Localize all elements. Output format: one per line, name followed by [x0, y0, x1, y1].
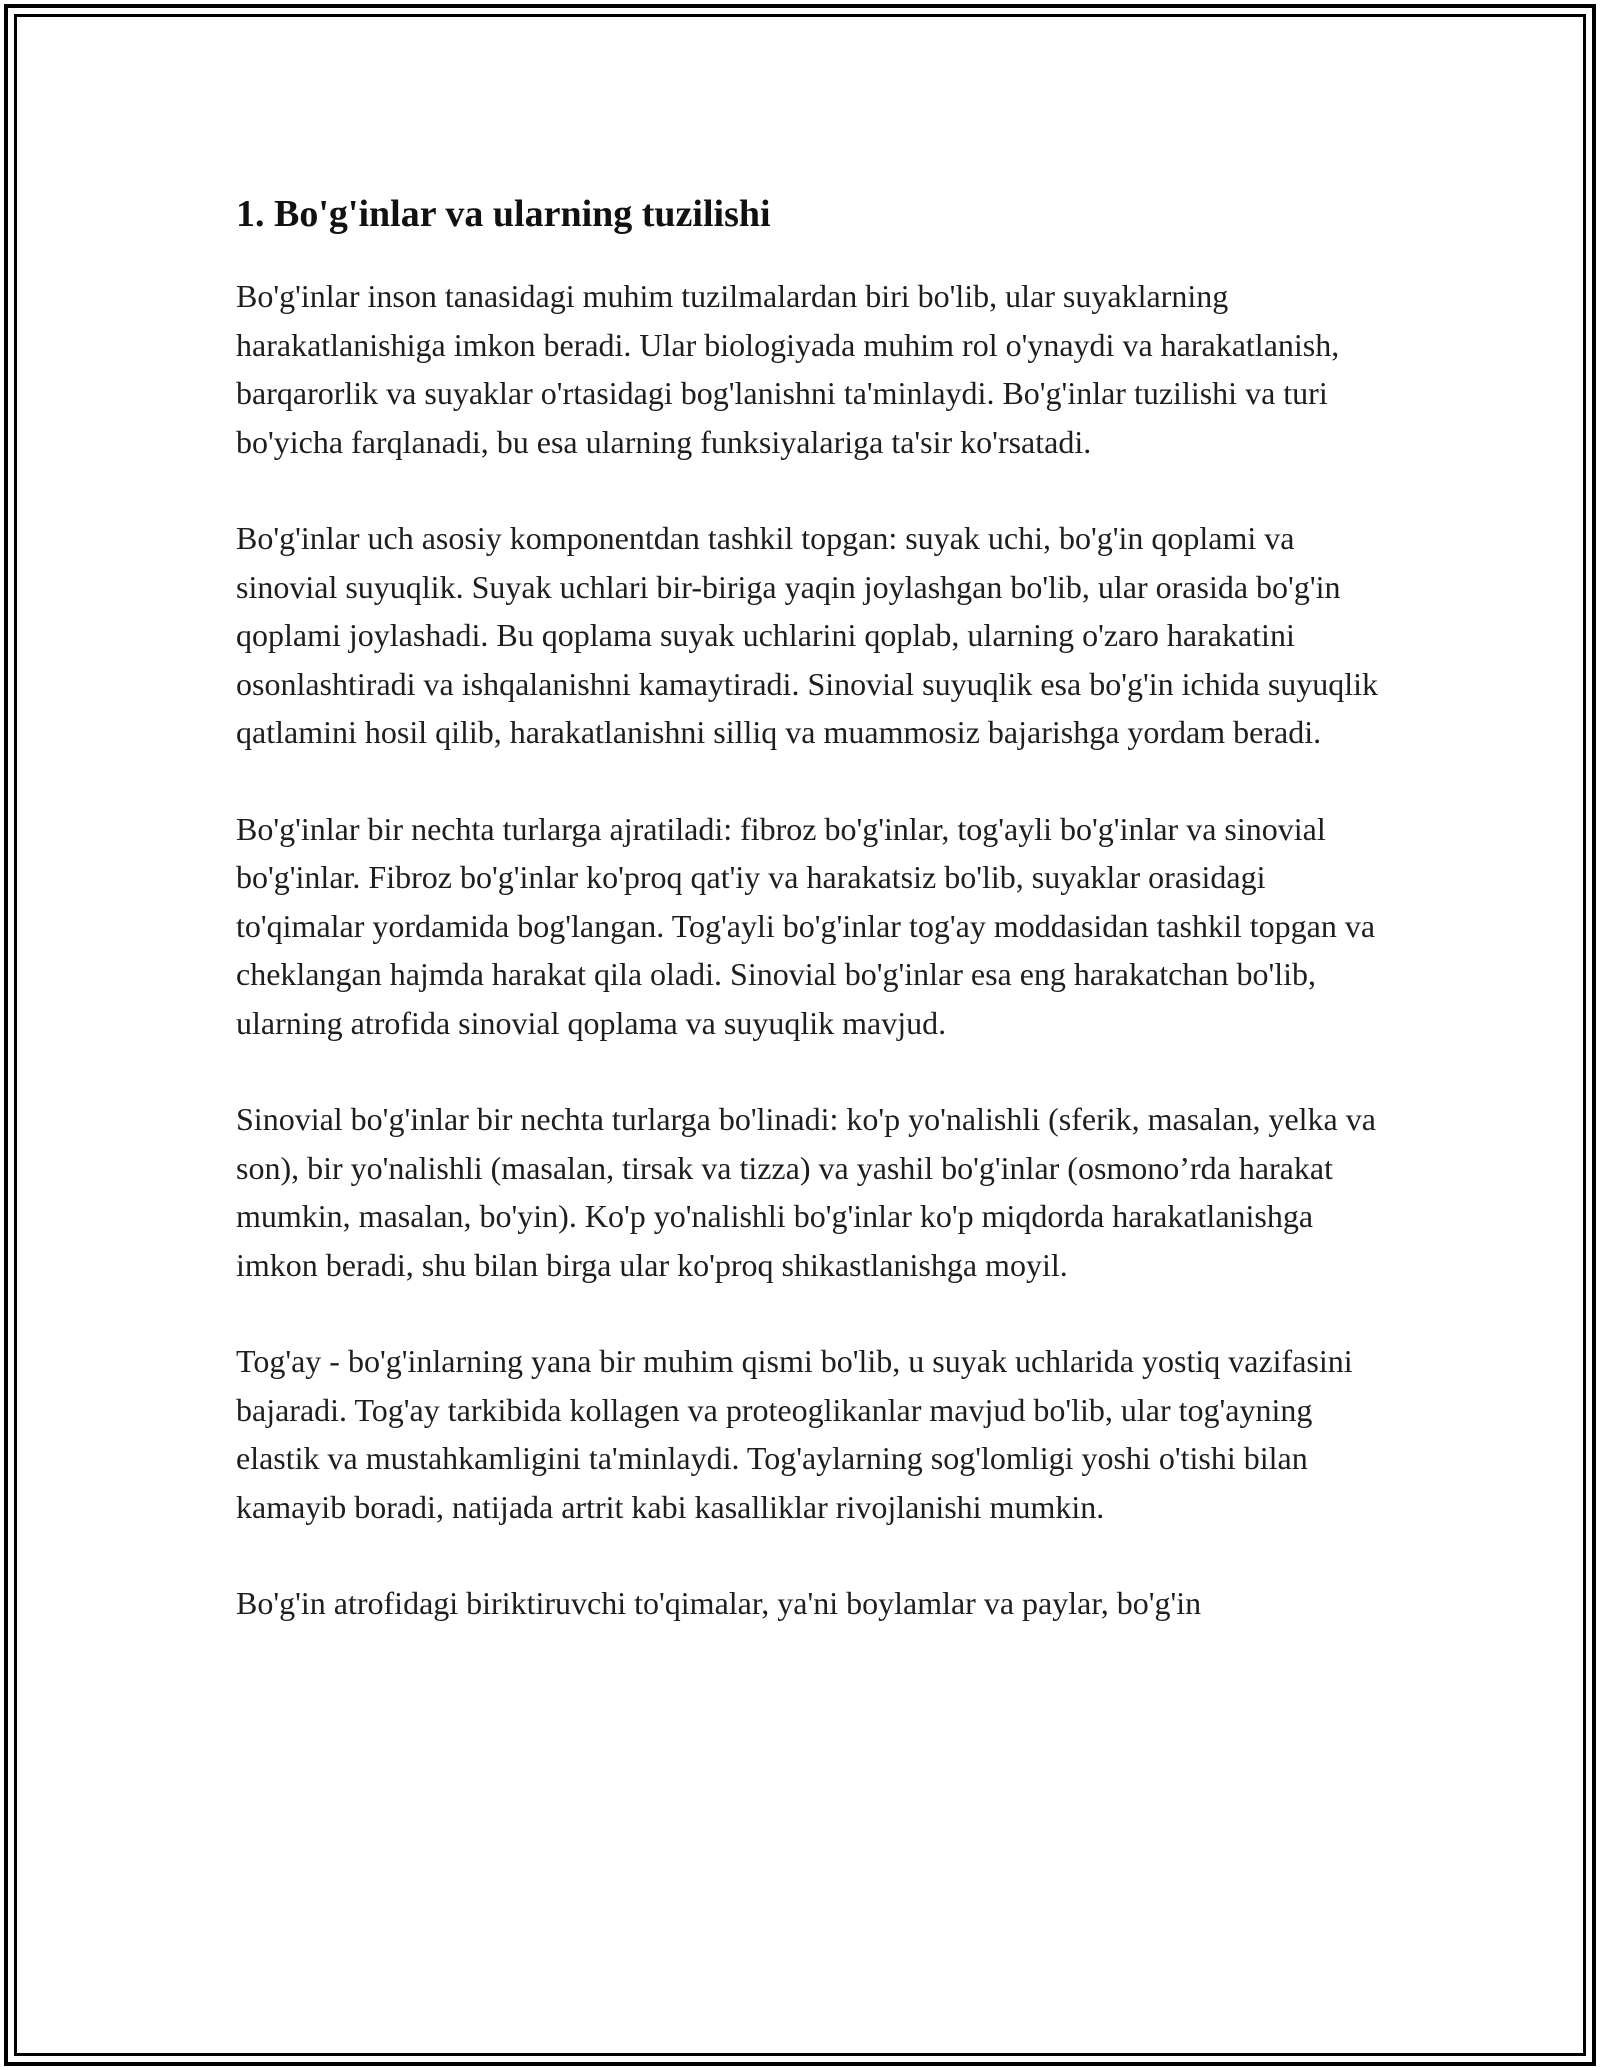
document-body	[236, 190, 1386, 1676]
paragraph-5: Tog'ay - bo'g'inlarning yana bir muhim qismi bo'lib, u suyak uchlarida yostiq vazifasini bajaradi. Tog'ay tarkibida kollagen va proteoglikanlar mavjud bo'lib, ular tog'ayning elastik va mustahkamligini ta'minlaydi. Tog'aylarning sog'lomligi yoshi o'tishi bilan kamayib boradi, natijada artrit kabi kasalliklar rivojlanishi mumkin.	[236, 1343, 1353, 1525]
section-heading: 1. Bo'g'inlar va ularning tuzilishi	[236, 193, 771, 235]
paragraph-4: Sinovial bo'g'inlar bir nechta turlarga bo'linadi: ko'p yo'nalishli (sferik, masalan, yelka va son), bir yo'nalishli (masalan, tirsak va tizza) va yashil bo'g'inlar (osmono’rda harakat mumkin, masalan, bo'yin). Ko'p yo'nalishli bo'g'inlar ko'p miqdorda harakatlanishga imkon beradi, shu bilan birga ular ko'proq shikastlanishga moyil.	[236, 1101, 1376, 1283]
paragraph-2: Bo'g'inlar uch asosiy komponentdan tashkil topgan: suyak uchi, bo'g'in qoplami va sinovial suyuqlik. Suyak uchlari bir-biriga yaqin joylashgan bo'lib, ular orasida bo'g'in qoplami joylashadi. Bu qoplama suyak uchlarini qoplab, ularning o'zaro harakatini osonlashtiradi va ishqalanishni kamaytiradi. Sinovial suyuqlik esa bo'g'in ichida suyuqlik qatlamini hosil qilib, harakatlanishni silliq va muammosiz bajarishga yordam beradi.	[236, 520, 1379, 750]
paragraph-3: Bo'g'inlar bir nechta turlarga ajratiladi: fibroz bo'g'inlar, tog'ayli bo'g'inlar va sinovial bo'g'inlar. Fibroz bo'g'inlar ko'proq qat'iy va harakatsiz bo'lib, suyaklar orasidagi to'qimalar yordamida bog'langan. Tog'ayli bo'g'inlar tog'ay moddasidan tashkil topgan va cheklangan hajmda harakat qila oladi. Sinovial bo'g'inlar esa eng harakatchan bo'lib, ularning atrofida sinovial qoplama va suyuqlik mavjud.	[236, 810, 1376, 1041]
paragraph-6: Bo'g'in atrofidagi biriktiruvchi to'qimalar, ya'ni boylamlar va paylar, bo'g'in	[236, 1585, 1202, 1621]
paragraph-1: Bo'g'inlar inson tanasidagi muhim tuzilmalardan biri bo'lib, ular suyaklarning harakatlanishiga imkon beradi. Ular biologiyada muhim rol o'ynaydi va harakatlanish, barqarorlik va suyaklar o'rtasidagi bog'lanishni ta'minlaydi. Bo'g'inlar tuzilishi va turi bo'yicha farqlanadi, bu esa ularning funksiyalariga ta'sir ko'rsatadi.	[236, 278, 1340, 460]
